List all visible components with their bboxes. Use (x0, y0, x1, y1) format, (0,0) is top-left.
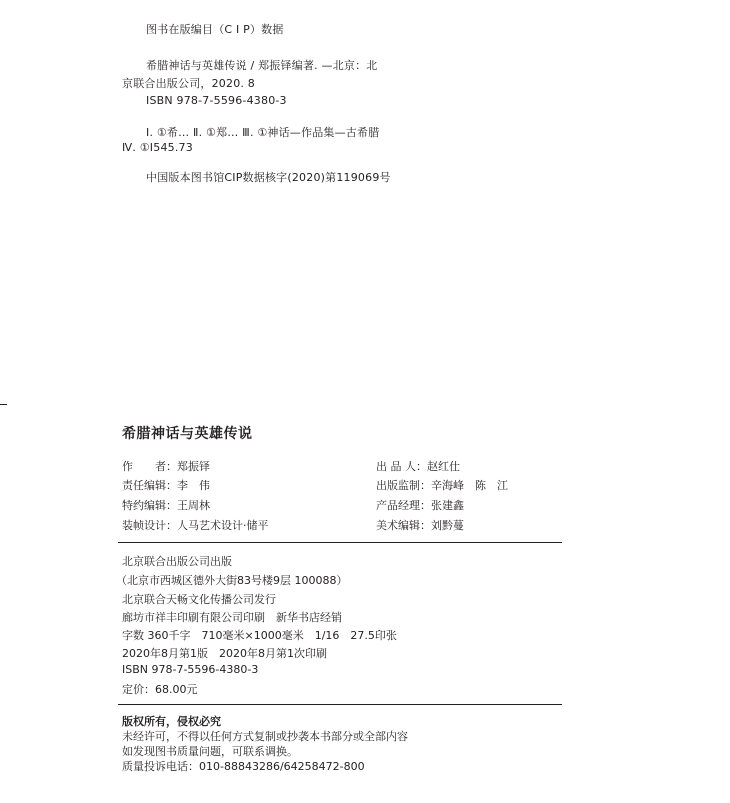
divider-rule (118, 704, 562, 705)
pub-printer: 廊坊市祥丰印刷有限公司印刷 新华书店经销 (122, 611, 342, 624)
pub-isbn: ISBN 978-7-5596-4380-3 (122, 663, 259, 676)
credit-publishing-supervisor (376, 477, 508, 493)
credit-label: 装帧设计： (122, 519, 177, 532)
credit-value: 赵红仕 (427, 460, 460, 473)
credit-producer (376, 458, 460, 474)
credit-label: 特约编辑： (122, 499, 177, 512)
pub-address: （北京市西城区德外大街83号楼9层 100088） (116, 574, 348, 587)
credit-label: 出 品 人： (376, 460, 427, 473)
rights-line: 未经许可，不得以任何方式复制或抄袭本书部分或全部内容 (122, 730, 408, 743)
credit-author (122, 458, 210, 474)
credit-label: 责任编辑： (122, 479, 177, 492)
rights-line: 如发现图书质量问题，可联系调换。 (122, 745, 298, 758)
divider-rule (118, 542, 562, 543)
credit-cover-design (122, 517, 269, 533)
cip-line-2: 京联合出版公司，2020. 8 (122, 77, 255, 90)
credit-value: 人马艺术设计·储平 (177, 519, 269, 532)
cip-classification: Ⅰ. ①希… Ⅱ. ①郑… Ⅲ. ①神话—作品集—古希腊 (146, 126, 380, 139)
credit-value: 张建鑫 (431, 499, 464, 512)
credit-label: 美术编辑： (376, 519, 431, 532)
cip-isbn: ISBN 978-7-5596-4380-3 (146, 94, 287, 107)
pub-price: 定价：68.00元 (122, 683, 198, 696)
credit-responsible-editor (122, 477, 210, 493)
credit-label: 出版监制： (376, 479, 431, 492)
cip-header: 图书在版编目（C I P）数据 (146, 23, 284, 36)
credit-value: 辛海峰 陈 江 (431, 479, 508, 492)
credit-value: 刘黔蔓 (431, 519, 464, 532)
credit-label: 作 者： (122, 460, 177, 473)
credit-value: 王周林 (177, 499, 210, 512)
credit-value: 郑振铎 (177, 460, 210, 473)
book-title: 希腊神话与英雄传说 (122, 426, 253, 442)
credit-label: 产品经理： (376, 499, 431, 512)
rights-complaint-phone: 质量投诉电话：010-88843286/64258472-800 (122, 760, 365, 773)
pub-edition: 2020年8月第1版 2020年8月第1次印刷 (122, 647, 327, 660)
rights-heading: 版权所有，侵权必究 (122, 715, 221, 728)
pub-specs: 字数 360千字 710毫米×1000毫米 1/16 27.5印张 (122, 629, 397, 642)
pub-distributor: 北京联合天畅文化传播公司发行 (122, 593, 276, 606)
cip-classification-2: Ⅳ. ①I545.73 (122, 141, 193, 154)
cip-line-1: 希腊神话与英雄传说 / 郑振铎编著. —北京：北 (146, 59, 378, 72)
margin-tick (0, 404, 7, 405)
credit-special-editor (122, 497, 210, 513)
credit-product-manager (376, 497, 464, 513)
cip-number: 中国版本图书馆CIP数据核字(2020)第119069号 (146, 171, 391, 184)
credit-value: 李 伟 (177, 479, 210, 492)
pub-publisher: 北京联合出版公司出版 (122, 555, 232, 568)
credit-art-editor (376, 517, 464, 533)
